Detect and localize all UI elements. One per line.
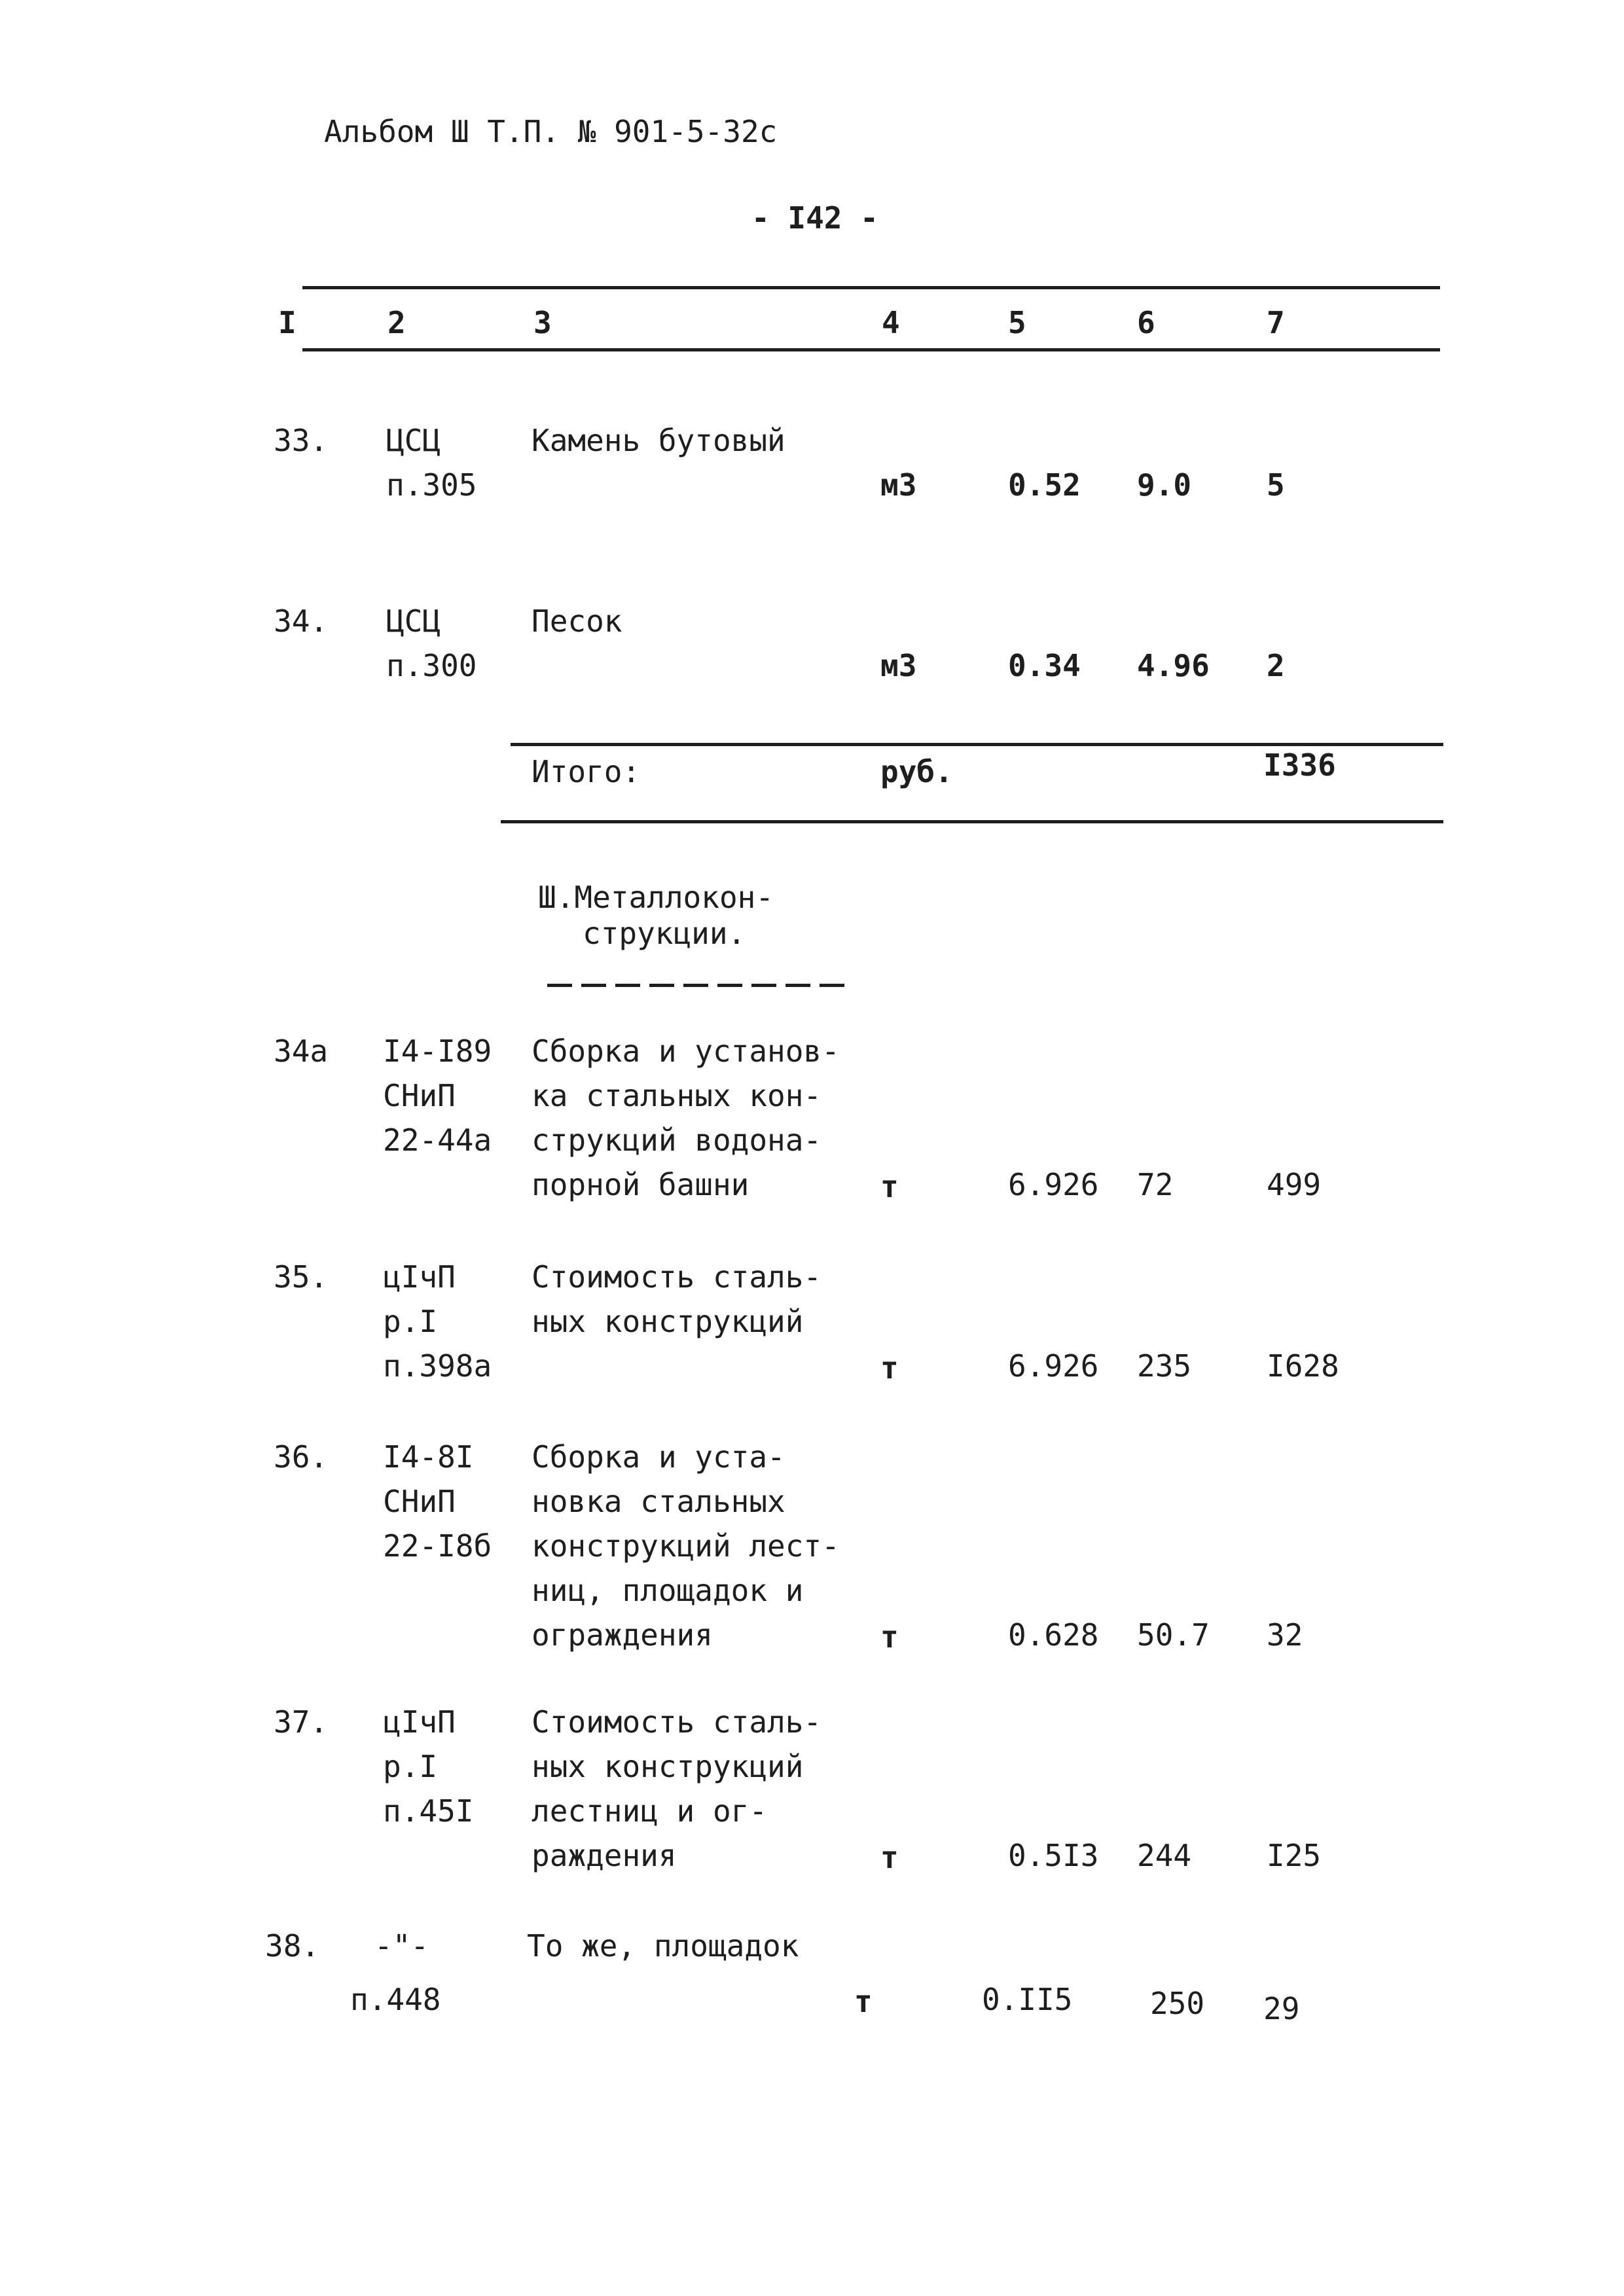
- row-ref-line: СНиП: [383, 1484, 456, 1519]
- row-ref-line: п.45I: [383, 1793, 474, 1829]
- subtotal-bottom-rule: [501, 820, 1443, 823]
- row-description-line: ных конструкций: [532, 1749, 804, 1784]
- row-description-line: конструкций лест-: [532, 1528, 840, 1564]
- row-description-line: лестниц и ог-: [532, 1793, 768, 1829]
- subtotal-label: Итого:: [532, 754, 641, 789]
- row-ref-line: -"-: [374, 1928, 429, 1964]
- row-number: 38.: [265, 1928, 320, 1964]
- row-ref-line: р.I: [383, 1749, 438, 1784]
- row-description-line: Сборка и установ-: [532, 1033, 840, 1069]
- row-ref-line: 22-44а: [383, 1122, 492, 1158]
- row-total: 32: [1267, 1617, 1303, 1653]
- row-unit-price: 4.96: [1137, 648, 1210, 683]
- col-header-6: 6: [1137, 305, 1155, 340]
- subtotal-top-rule: [511, 743, 1443, 746]
- row-quantity: 0.5I3: [1008, 1838, 1099, 1873]
- row-description-line: ка стальных кон-: [532, 1078, 822, 1113]
- row-description-line: Сборка и уста-: [532, 1439, 785, 1475]
- row-unit-price: 72: [1137, 1167, 1174, 1202]
- row-total: 29: [1263, 1991, 1300, 2026]
- row-unit: т: [880, 1350, 899, 1386]
- row-ref-line: п.398а: [383, 1348, 492, 1384]
- row-description-line: Песок: [532, 603, 623, 639]
- row-unit-price: 9.0: [1137, 467, 1192, 503]
- section-title-line: Ш.Металлокон-: [538, 880, 774, 915]
- row-quantity: 6.926: [1008, 1348, 1099, 1384]
- header-bottom-rule: [302, 348, 1440, 351]
- row-description-line: струкций водона-: [532, 1122, 822, 1158]
- row-description-line: порной башни: [532, 1167, 749, 1202]
- subtotal-total: I336: [1263, 747, 1336, 783]
- col-header-2: 2: [388, 305, 406, 340]
- row-unit-price: 50.7: [1137, 1617, 1210, 1653]
- row-number: 34а: [274, 1033, 329, 1069]
- row-unit-price: 235: [1137, 1348, 1192, 1384]
- row-ref-line: ЦСЦ: [386, 423, 441, 458]
- row-ref-line: I4-I89: [383, 1033, 492, 1069]
- row-description-line: Стоимость сталь-: [532, 1704, 822, 1740]
- row-ref-line: цIчП: [383, 1704, 456, 1740]
- row-ref-line: ЦСЦ: [386, 603, 441, 639]
- row-description-line: ограждения: [532, 1617, 713, 1653]
- row-description-line: ниц, площадок и: [532, 1573, 804, 1608]
- row-unit: т: [880, 1619, 899, 1655]
- row-description-line: Камень бутовый: [532, 423, 785, 458]
- row-ref-line: р.I: [383, 1304, 438, 1339]
- row-total: I25: [1267, 1838, 1322, 1873]
- page-number: - I42 -: [751, 200, 878, 236]
- col-header-3: 3: [533, 305, 552, 340]
- row-description-line: новка стальных: [532, 1484, 785, 1519]
- row-number: 37.: [274, 1704, 329, 1740]
- row-number: 35.: [274, 1259, 329, 1295]
- row-ref-line: СНиП: [383, 1078, 456, 1113]
- row-ref-line: п.448: [350, 1982, 441, 2017]
- row-unit-price: 244: [1137, 1838, 1192, 1873]
- row-unit: т: [854, 1984, 873, 2019]
- row-ref-line: I4-8I: [383, 1439, 474, 1475]
- row-quantity: 6.926: [1008, 1167, 1099, 1202]
- row-number: 33.: [274, 423, 329, 458]
- row-ref-line: 22-I8б: [383, 1528, 492, 1564]
- table-top-rule: [302, 286, 1440, 289]
- subtotal-unit: руб.: [880, 754, 953, 789]
- row-total: I628: [1267, 1348, 1339, 1384]
- row-ref-line: п.300: [386, 648, 477, 683]
- row-description-line: То же, площадок: [527, 1928, 799, 1964]
- row-description-line: Стоимость сталь-: [532, 1259, 822, 1295]
- row-number: 36.: [274, 1439, 329, 1475]
- row-total: 499: [1267, 1167, 1322, 1202]
- row-unit: т: [880, 1169, 899, 1204]
- row-ref-line: п.305: [386, 467, 477, 503]
- row-quantity: 0.628: [1008, 1617, 1099, 1653]
- col-header-5: 5: [1008, 305, 1026, 340]
- col-header-1: I: [278, 305, 297, 340]
- row-quantity: 0.II5: [982, 1982, 1073, 2017]
- row-unit: м3: [880, 648, 917, 683]
- row-unit: м3: [880, 467, 917, 503]
- row-quantity: 0.34: [1008, 648, 1081, 683]
- row-unit: т: [880, 1840, 899, 1875]
- col-header-4: 4: [882, 305, 900, 340]
- row-description-line: ных конструкций: [532, 1304, 804, 1339]
- row-total: 5: [1267, 467, 1285, 503]
- row-ref-line: цIчП: [383, 1259, 456, 1295]
- album-header: Альбом Ш Т.П. № 901-5-32с: [324, 114, 778, 149]
- row-number: 34.: [274, 603, 329, 639]
- section-title-line: струкции.: [583, 916, 746, 951]
- col-header-7: 7: [1267, 305, 1285, 340]
- row-quantity: 0.52: [1008, 467, 1081, 503]
- row-unit-price: 250: [1150, 1986, 1205, 2021]
- row-total: 2: [1267, 648, 1285, 683]
- row-description-line: раждения: [532, 1838, 677, 1873]
